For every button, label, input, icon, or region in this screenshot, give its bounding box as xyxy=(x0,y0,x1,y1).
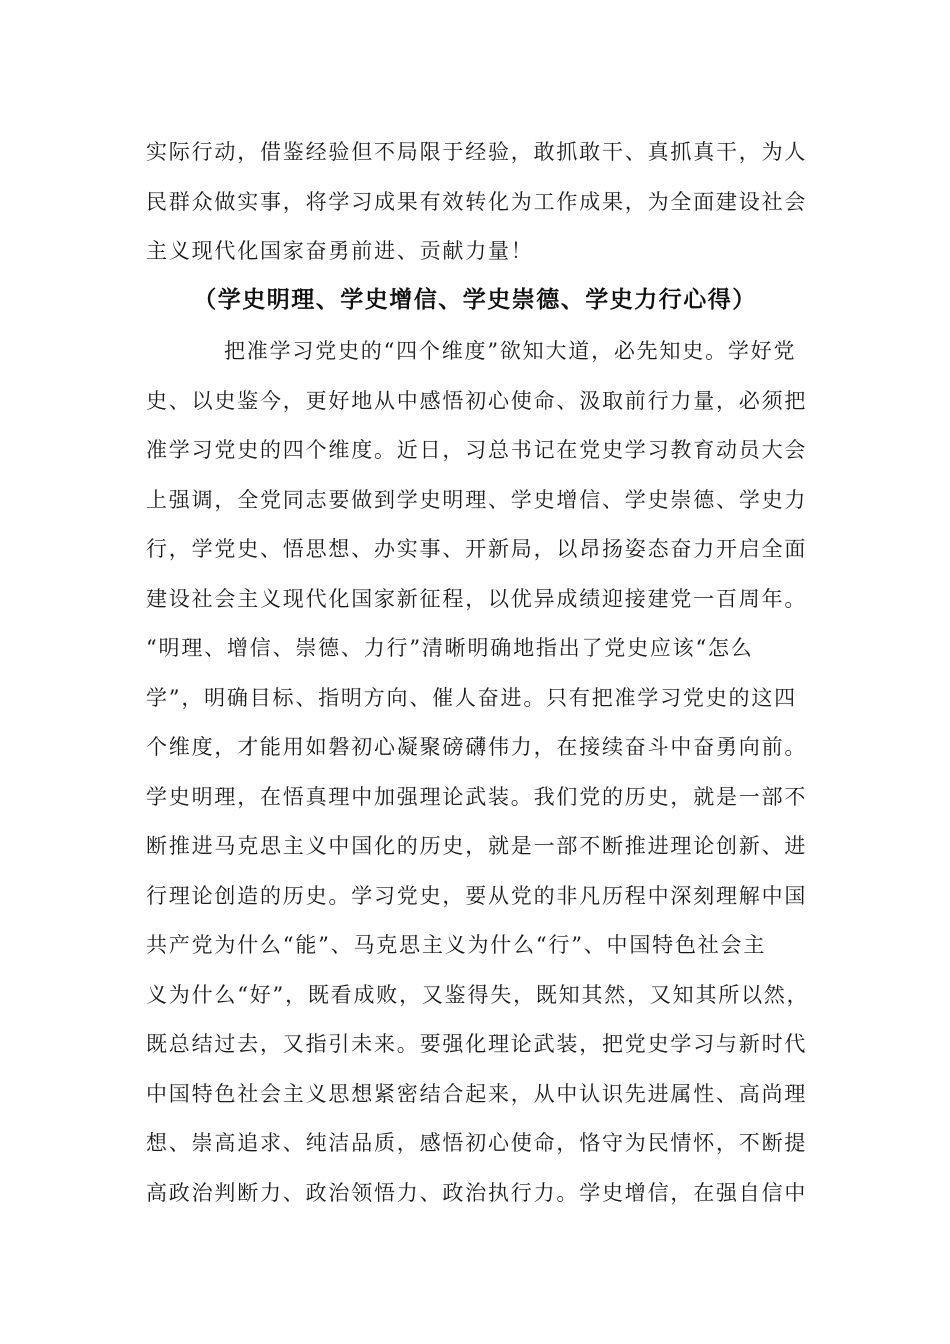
body-line-8: 学”，明确目标、指明方向、催人奋进。只有把准学习党史的这四 xyxy=(146,685,797,710)
body-paragraph xyxy=(146,327,810,1218)
intro-line-3: 主义现代化国家奋勇前进、贡献力量！ xyxy=(146,239,534,263)
intro-paragraph xyxy=(146,128,806,277)
body-line-15: 既总结过去，又指引未来。要强化理论武装，把党史学习与新时代 xyxy=(146,1032,808,1056)
body-line-13: 共产党为什么“能”、马克思主义为什么“行”、中国特色社会主 xyxy=(146,933,767,957)
body-line-12: 行理论创造的历史。学习党史，要从党的非凡历程中深刻理解中国 xyxy=(146,883,808,908)
body-line-7: “明理、增信、崇德、力行”清晰明确地指出了党史应该“怎么 xyxy=(146,636,754,660)
section-title: （学史明理、学史增信、学史崇德、学史力行心得） xyxy=(193,287,757,313)
body-line-10: 学史明理，在悟真理中加强理论武装。我们党的历史，就是一部不 xyxy=(146,784,808,809)
body-line-4: 上强调，全党同志要做到学史明理、学史增信、学史崇德、学史力 xyxy=(146,487,808,512)
intro-line-1: 实际行动，借鉴经验但不局限于经验，敢抓敢干、真抓真干，为人 xyxy=(146,140,808,164)
body-line-11: 断推进马克思主义中国化的历史，就是一部不断推进理论创新、进 xyxy=(146,834,808,858)
intro-line-2: 民群众做实事，将学习成果有效转化为工作成果，为全面建设社会 xyxy=(146,189,808,214)
body-line-6: 建设社会主义现代化国家新征程，以优异成绩迎接建党一百周年。 xyxy=(146,586,808,611)
body-line-18: 高政治判断力、政治领悟力、政治执行力。学史增信，在强自信中 xyxy=(146,1180,808,1205)
body-line-5: 行，学党史、悟思想、办实事、开新局，以昂扬姿态奋力开启全面 xyxy=(146,537,808,561)
body-line-9: 个维度，才能用如磐初心凝聚磅礴伟力，在接续奋斗中奋勇向前。 xyxy=(146,735,808,759)
body-line-16: 中国特色社会主义思想紧密结合起来，从中认识先进属性、高尚理 xyxy=(146,1081,808,1106)
body-line-1: 把准学习党史的“四个维度”欲知大道，必先知史。学好党 xyxy=(224,339,797,363)
body-line-3: 准学习党史的四个维度。近日，习总书记在党史学习教育动员大会 xyxy=(146,438,808,462)
body-line-14: 义为什么“好”，既看成败，又鉴得失，既知其然，又知其所以然， xyxy=(146,982,810,1007)
body-line-2: 史、以史鉴今，更好地从中感悟初心使命、汲取前行力量，必须把 xyxy=(146,388,808,413)
body-line-17: 想、崇高追求、纯洁品质，感悟初心使命，恪守为民情怀，不断提 xyxy=(146,1131,808,1155)
